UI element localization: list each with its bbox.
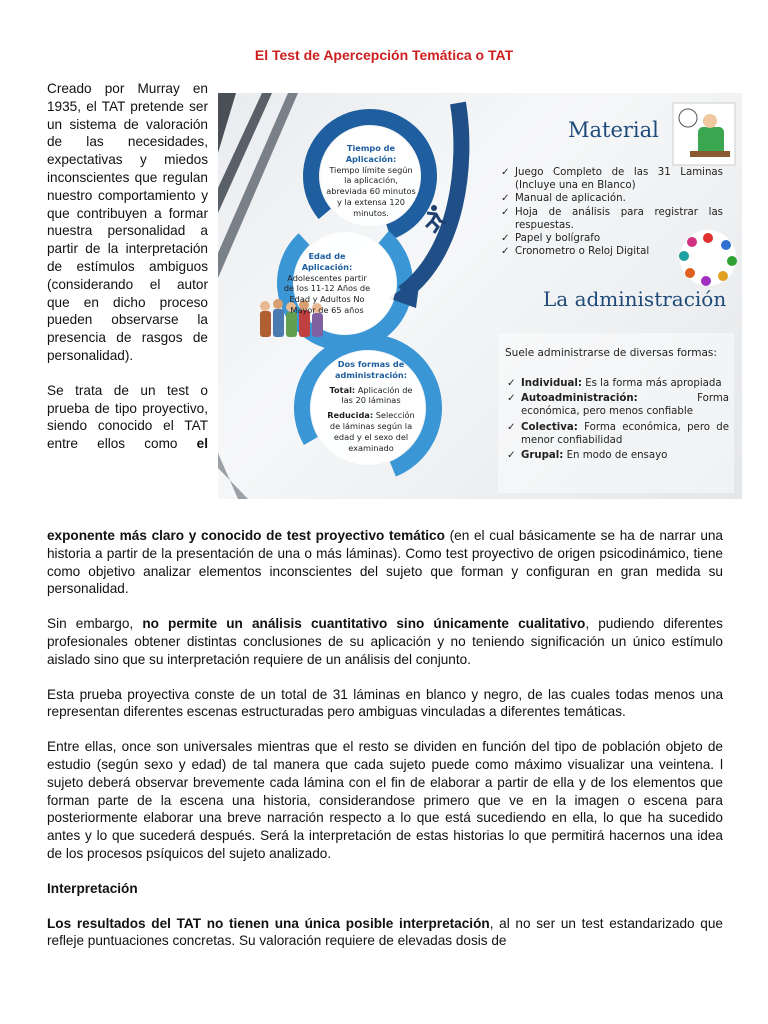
tiempo-text: Tiempo límite según la aplicación, abreviada 60 minutos y la extensa 120 minutos.	[326, 164, 416, 218]
list-item: ✓ Colectiva: Forma económica, pero de menor confiabilidad	[507, 421, 729, 447]
list-item: ✓ Hoja de análisis para registrar las respuestas.	[501, 206, 723, 232]
intro-paragraph-2: Se trata de un test o prueba de tipo proyectivo, siendo conocido el TAT entre ellos como el	[47, 382, 208, 452]
material-title: Material	[568, 118, 659, 142]
tiempo-section	[326, 143, 416, 219]
list-item: ✓ Manual de aplicación.	[501, 192, 723, 205]
list-item: ✓ Individual: Es la forma más apropiada	[507, 377, 729, 390]
student-clipart-icon	[673, 103, 735, 165]
section-heading: Interpretación	[47, 880, 138, 896]
edad-title: Edad de Aplicación:	[301, 251, 353, 272]
formas-section: Dos formas de administración: Total: Aplicación de las 20 láminas Reducida: Selección de láminas según la edad y el sexo del examinado	[327, 359, 415, 453]
body-paragraph: Entre ellas, once son universales mientras que el resto se dividen en función del tipo de población objeto de estudio (según sexo y edad) de tal manera que cada sujeto puede como máximo visualizar una veintena. l sujeto deberá observar brevemente cada lámina con el fin de elaborar a partir de ella y de los elementos que forman parte de la escena una historia, considerandose primero que ve en la imagen o escena para posteriormente elaborar una breve narración respecto a lo que está sucediendo en ella, lo que ha sucedido antes y lo que sucederá después. Será la interpretación de estas historias lo que permitirá hacernos una idea de los procesos psíquicos del sujeto analizado.	[47, 739, 723, 861]
admin-list	[507, 377, 729, 464]
formas-title: Dos formas de administración:	[334, 359, 408, 380]
page-title: El Test de Apercepción Temática o TAT	[254, 47, 514, 63]
admin-intro: Suele administrarse de diversas formas:	[505, 347, 717, 359]
body-text	[47, 527, 723, 967]
tiempo-title: Tiempo de Aplicación:	[345, 143, 397, 164]
edad-text: Adolescentes partir de los 11-12 Años de Edad y Adultos No Mayor de 65 años	[283, 272, 371, 315]
list-item: ✓ Papel y bolígrafo	[501, 232, 723, 245]
list-item: ✓ Juego Completo de las 31 Laminas (Incluye una en Blanco)	[501, 166, 723, 192]
body-paragraph: exponente más claro y conocido de test proyectivo temático (en el cual básicamente se ha de narrar una historia a partir de la presentación de una o más láminas). Como test proyectivo de origen psicodinámico, tiene como objetivo analizar elementos inconscientes del sujeto que forman y configuran en gran medida su personalidad.	[47, 528, 723, 597]
intro-paragraph: Creado por Murray en 1935, el TAT pretende ser un sistema de valoración de las necesidades, expectativas y miedos inconscientes que regulan nuestro comportamiento y que contribuyen a formar nuestra personalidad a partir de la interpretación de estímulos ambiguos (considerando el autor que en dicho proceso pueden observarse la presencia de rasgos de personalidad).	[47, 81, 208, 363]
list-item: ✓ Autoadministración: Forma económica, pero menos confiable	[507, 392, 729, 418]
admin-title: La administración	[543, 287, 727, 311]
body-paragraph: Esta prueba proyectiva conste de un total de 31 láminas en blanco y negro, de las cuales todas menos una representan diferentes escenas estructuradas pero ambiguas vinculadas a diferentes temáticas.	[47, 686, 723, 720]
material-list	[501, 166, 723, 258]
list-item: ✓ Cronometro o Reloj Digital	[501, 245, 723, 258]
edad-section	[282, 251, 372, 316]
body-paragraph: Los resultados del TAT no tienen una única posible interpretación, al no ser un test estandarizado que refleje puntuaciones concretas. Su valoración requiere de elevadas dosis de	[47, 915, 723, 949]
list-item: ✓ Grupal: En modo de ensayo	[507, 449, 729, 462]
tat-infographic	[218, 93, 742, 499]
intro-column	[47, 80, 208, 453]
body-paragraph: Sin embargo, no permite un análisis cuantitativo sino únicamente cualitativo, pudiendo diferentes profesionales obtener distintas conclusiones de su aplicación y no teniendo significación un único estímulo aislado sino que su interpretación requiere de un análisis del conjunto.	[47, 616, 723, 667]
